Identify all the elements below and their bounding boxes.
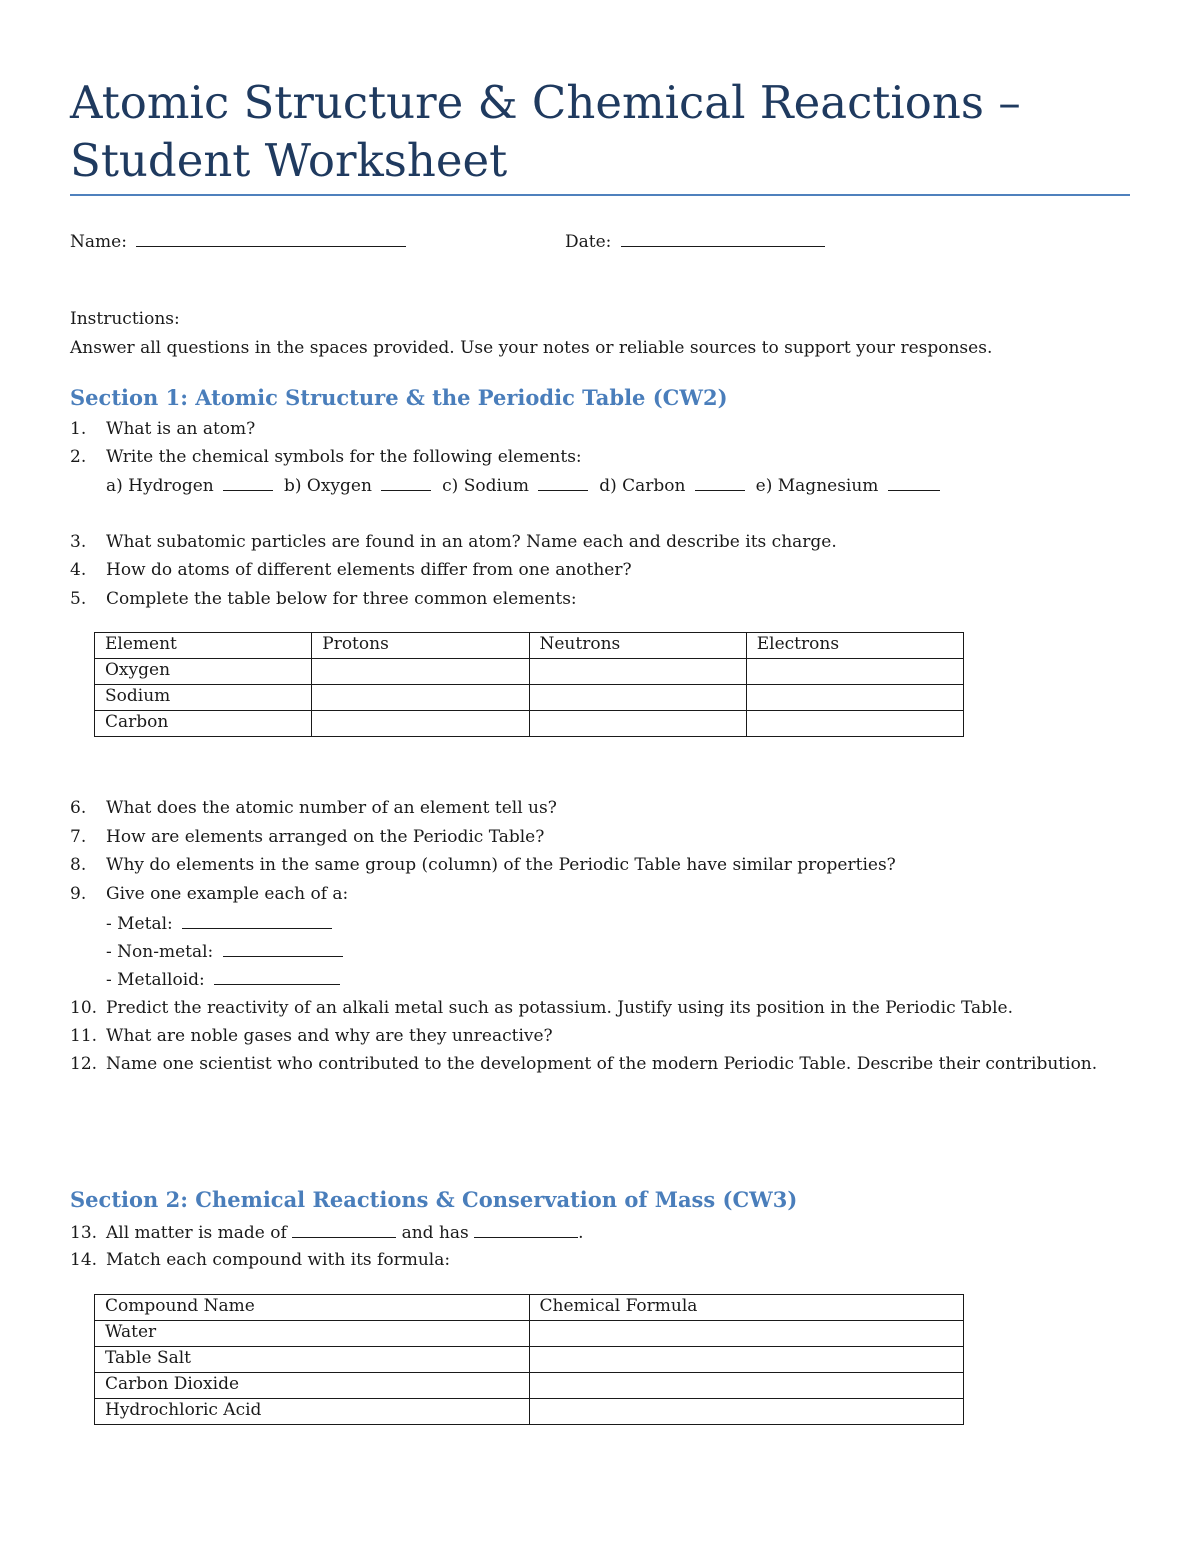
question-2 [70, 446, 582, 468]
element-cell: Oxygen [95, 659, 312, 685]
column-header: Electrons [746, 633, 963, 659]
question-text: What are noble gases and why are they unreactive? [106, 1026, 553, 1046]
symbol-item-hydrogen: a) Hydrogen [106, 476, 214, 496]
answer-cell[interactable] [529, 1321, 964, 1347]
question-number: 6. [70, 798, 87, 818]
question-text: Why do elements in the same group (column) of the Periodic Table have similar properties? [106, 855, 896, 875]
column-header: Chemical Formula [529, 1295, 964, 1321]
answer-cell[interactable] [312, 711, 529, 737]
name-label: Name: [70, 232, 127, 252]
column-header: Neutrons [529, 633, 746, 659]
question-text-part3: . [578, 1223, 584, 1243]
question-text: Write the chemical symbols for the following elements: [106, 447, 582, 467]
name-blank[interactable] [136, 230, 406, 247]
answer-blank[interactable] [888, 474, 940, 491]
answer-cell[interactable] [529, 711, 746, 737]
question-6 [70, 797, 557, 819]
answer-blank[interactable] [474, 1221, 578, 1238]
question-text: How are elements arranged on the Periodic Table? [106, 827, 545, 847]
question-number: 4. [70, 560, 87, 580]
question-11 [70, 1025, 553, 1047]
question-number: 1. [70, 419, 87, 439]
question-number: 3. [70, 532, 87, 552]
column-header: Element [95, 633, 312, 659]
answer-blank[interactable] [214, 968, 340, 985]
question-number: 2. [70, 447, 87, 467]
answer-cell[interactable] [529, 1399, 964, 1425]
compound-cell: Table Salt [95, 1347, 530, 1373]
metalloid-answer-line [106, 968, 340, 991]
question-text-part2: and has [401, 1223, 469, 1243]
page-title: Atomic Structure & Chemical Reactions – Student Worksheet [70, 76, 1021, 187]
table-header-row [95, 633, 964, 659]
table-row [95, 1399, 964, 1425]
question-number: 8. [70, 855, 87, 875]
section2-heading: Section 2: Chemical Reactions & Conservation of Mass (CW3) [70, 1187, 798, 1212]
question-number: 5. [70, 589, 87, 609]
metal-label: - Metal: [106, 914, 173, 934]
element-cell: Carbon [95, 711, 312, 737]
question-text: What subatomic particles are found in an atom? Name each and describe its charge. [106, 532, 837, 552]
question-text-part1: All matter is made of [106, 1223, 287, 1243]
answer-cell[interactable] [529, 685, 746, 711]
section1-heading: Section 1: Atomic Structure & the Periodic Table (CW2) [70, 385, 728, 410]
answer-cell[interactable] [312, 685, 529, 711]
question-4 [70, 559, 632, 581]
table-row [95, 659, 964, 685]
table-row [95, 1321, 964, 1347]
question-number: 9. [70, 884, 87, 904]
compound-cell: Carbon Dioxide [95, 1373, 530, 1399]
table-row [95, 1347, 964, 1373]
question-text: Name one scientist who contributed to the development of the modern Periodic Table. Describe their contribution. [106, 1054, 1098, 1074]
column-header: Protons [312, 633, 529, 659]
answer-cell[interactable] [746, 659, 963, 685]
compound-cell: Hydrochloric Acid [95, 1399, 530, 1425]
answer-blank[interactable] [182, 912, 332, 929]
symbol-item-sodium: c) Sodium [442, 476, 529, 496]
question-3 [70, 531, 837, 553]
question-5 [70, 588, 577, 610]
elements-table [94, 632, 964, 737]
answer-blank[interactable] [223, 940, 343, 957]
answer-cell[interactable] [529, 1373, 964, 1399]
nonmetal-answer-line [106, 940, 343, 963]
nonmetal-label: - Non-metal: [106, 942, 214, 962]
question-number: 11. [70, 1026, 98, 1046]
title-divider [70, 194, 1130, 196]
compounds-table [94, 1294, 964, 1425]
answer-blank[interactable] [538, 474, 588, 491]
name-field [70, 230, 406, 253]
table-header-row [95, 1295, 964, 1321]
compound-cell: Water [95, 1321, 530, 1347]
symbols-answer-line [106, 474, 940, 497]
question-10 [70, 997, 1013, 1019]
date-field [565, 230, 825, 253]
answer-blank[interactable] [223, 474, 273, 491]
metalloid-label: - Metalloid: [106, 970, 205, 990]
question-text: What is an atom? [106, 419, 256, 439]
table-row [95, 685, 964, 711]
instructions-label: Instructions: [70, 309, 180, 329]
question-13 [70, 1221, 584, 1244]
question-text: Give one example each of a: [106, 884, 349, 904]
answer-cell[interactable] [312, 659, 529, 685]
table-row [95, 1373, 964, 1399]
column-header: Compound Name [95, 1295, 530, 1321]
table-row [95, 711, 964, 737]
date-blank[interactable] [621, 230, 825, 247]
question-text: Predict the reactivity of an alkali metal such as potassium. Justify using its position in the Periodic Table. [106, 998, 1013, 1018]
answer-cell[interactable] [746, 711, 963, 737]
answer-blank[interactable] [381, 474, 431, 491]
date-label: Date: [565, 232, 612, 252]
question-1 [70, 418, 255, 440]
answer-cell[interactable] [529, 659, 746, 685]
symbol-item-oxygen: b) Oxygen [283, 476, 372, 496]
question-8 [70, 854, 896, 876]
question-number: 13. [70, 1223, 98, 1243]
question-number: 10. [70, 998, 98, 1018]
question-number: 12. [70, 1054, 98, 1074]
question-number: 7. [70, 827, 87, 847]
symbol-item-carbon: d) Carbon [599, 476, 686, 496]
element-cell: Sodium [95, 685, 312, 711]
instructions-text: Answer all questions in the spaces provided. Use your notes or reliable sources to support your responses. [70, 338, 993, 358]
answer-blank[interactable] [695, 474, 745, 491]
answer-blank[interactable] [292, 1221, 396, 1238]
question-12 [70, 1053, 1097, 1075]
question-text: Match each compound with its formula: [106, 1250, 451, 1270]
question-9 [70, 883, 348, 905]
answer-cell[interactable] [746, 685, 963, 711]
question-text: Complete the table below for three common elements: [106, 589, 577, 609]
question-text: How do atoms of different elements differ from one another? [106, 560, 632, 580]
question-number: 14. [70, 1250, 98, 1270]
answer-cell[interactable] [529, 1347, 964, 1373]
question-14 [70, 1249, 450, 1271]
symbol-item-magnesium: e) Magnesium [755, 476, 879, 496]
question-text: What does the atomic number of an element tell us? [106, 798, 557, 818]
question-7 [70, 826, 544, 848]
metal-answer-line [106, 912, 332, 935]
